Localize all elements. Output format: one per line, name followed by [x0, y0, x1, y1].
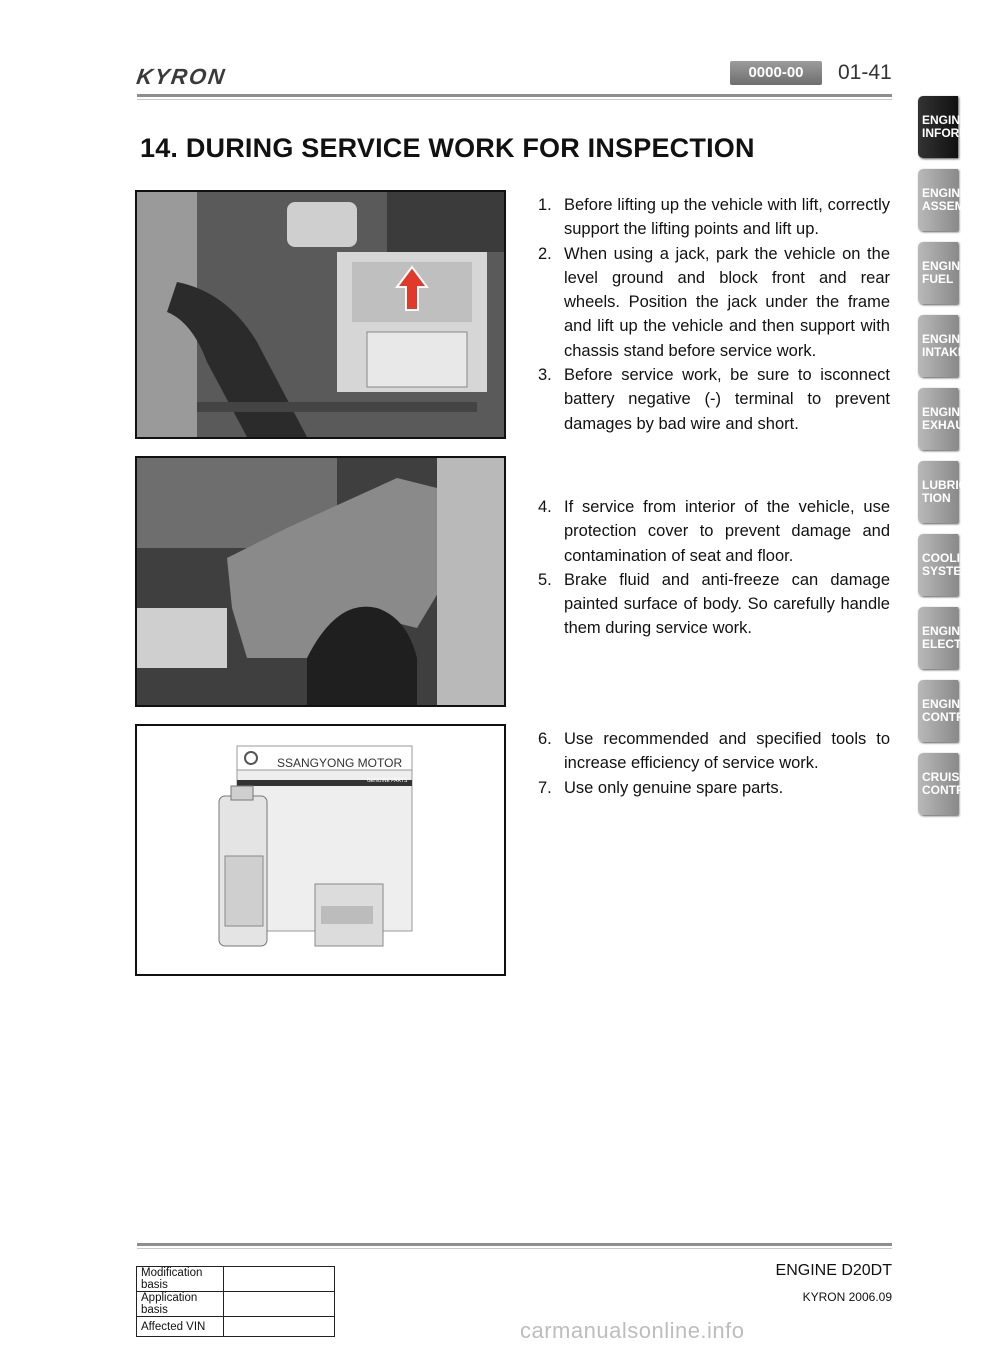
kyron-logo: KYRON: [135, 64, 228, 89]
fender-cover-photo-graphic: [137, 458, 504, 705]
tab-engine-intake[interactable]: ENGINE INTAKE: [918, 315, 958, 377]
genuine-parts-label: GENUINE PARTS: [367, 778, 408, 784]
basis-label: Modification basis: [137, 1267, 224, 1292]
section-title: 14. DURING SERVICE WORK FOR INSPECTION: [140, 133, 755, 163]
table-row: [137, 1267, 335, 1292]
list-item: 4. If service from interior of the vehicle, use protection cover to prevent damage and contamination of seat and floor.: [538, 498, 890, 565]
basis-label: Affected VIN: [137, 1317, 224, 1337]
list-item: 6. Use recommended and specified tools to increase efficiency of service work.: [538, 730, 890, 773]
steps-list-1: [538, 193, 890, 436]
footer-divider: [137, 1243, 892, 1246]
tab-cruise-control[interactable]: CRUISE CONTRO: [918, 753, 958, 815]
list-item: 5. Brake fluid and anti-freeze can damage painted surface of body. So carefully handle them during service work.: [538, 570, 890, 638]
basis-value: [224, 1292, 335, 1317]
tab-engine-control[interactable]: ENGINE CONTRO: [918, 680, 958, 742]
tab-engine-exhaust[interactable]: ENGINE EXHAUST: [918, 388, 958, 450]
genuine-parts-photo: [135, 724, 506, 976]
header-divider-thin: [137, 99, 892, 100]
tab-engine-electrical[interactable]: ENGINE ELECTRI: [918, 607, 958, 669]
list-item: 1. Before lifting up the vehicle with lift, correctly support the lifting points and lift up.: [538, 196, 890, 239]
tab-engine-information[interactable]: ENGINE INFORMA: [918, 96, 958, 158]
steps-list-2: [538, 495, 890, 641]
list-item: 3. Before service work, be sure to isconnect battery negative (-) terminal to prevent damages by bad wire and short.: [538, 366, 890, 433]
list-item: 2. When using a jack, park the vehicle on the level ground and block front and rear wheels. Position the jack under the frame and lift up the vehicle and then support with chassis stand before service work.: [538, 244, 890, 360]
battery-photo: [135, 190, 506, 439]
battery-photo-graphic: [137, 192, 504, 437]
list-item: 7. Use only genuine spare parts.: [538, 778, 784, 797]
steps-list-3: [538, 727, 890, 800]
fender-cover-photo: [135, 456, 506, 707]
tab-engine-fuel[interactable]: ENGINE FUEL: [918, 242, 958, 304]
page-number: 01-41: [838, 61, 892, 84]
tab-cooling-system[interactable]: COOLING SYSTEM: [918, 534, 958, 596]
ssangyong-motor-label: SSANGYONG MOTOR: [277, 756, 403, 770]
watermark: carmanualsonline.info: [520, 1318, 745, 1343]
tab-engine-assembly[interactable]: ENGINE ASSEMBL: [918, 169, 958, 231]
footer-divider-thin: [137, 1248, 892, 1249]
basis-table: [136, 1266, 335, 1337]
tab-lubrication[interactable]: LUBRICA TION: [918, 461, 958, 523]
basis-value: [224, 1317, 335, 1337]
section-code-badge: 0000-00: [730, 61, 822, 85]
table-row: [137, 1292, 335, 1317]
header-divider: [137, 94, 892, 97]
basis-value: [224, 1267, 335, 1292]
vehicle-date: KYRON 2006.09: [802, 1290, 892, 1304]
engine-model: ENGINE D20DT: [775, 1262, 892, 1279]
basis-label: Application basis: [137, 1292, 224, 1317]
table-row: [137, 1317, 335, 1337]
